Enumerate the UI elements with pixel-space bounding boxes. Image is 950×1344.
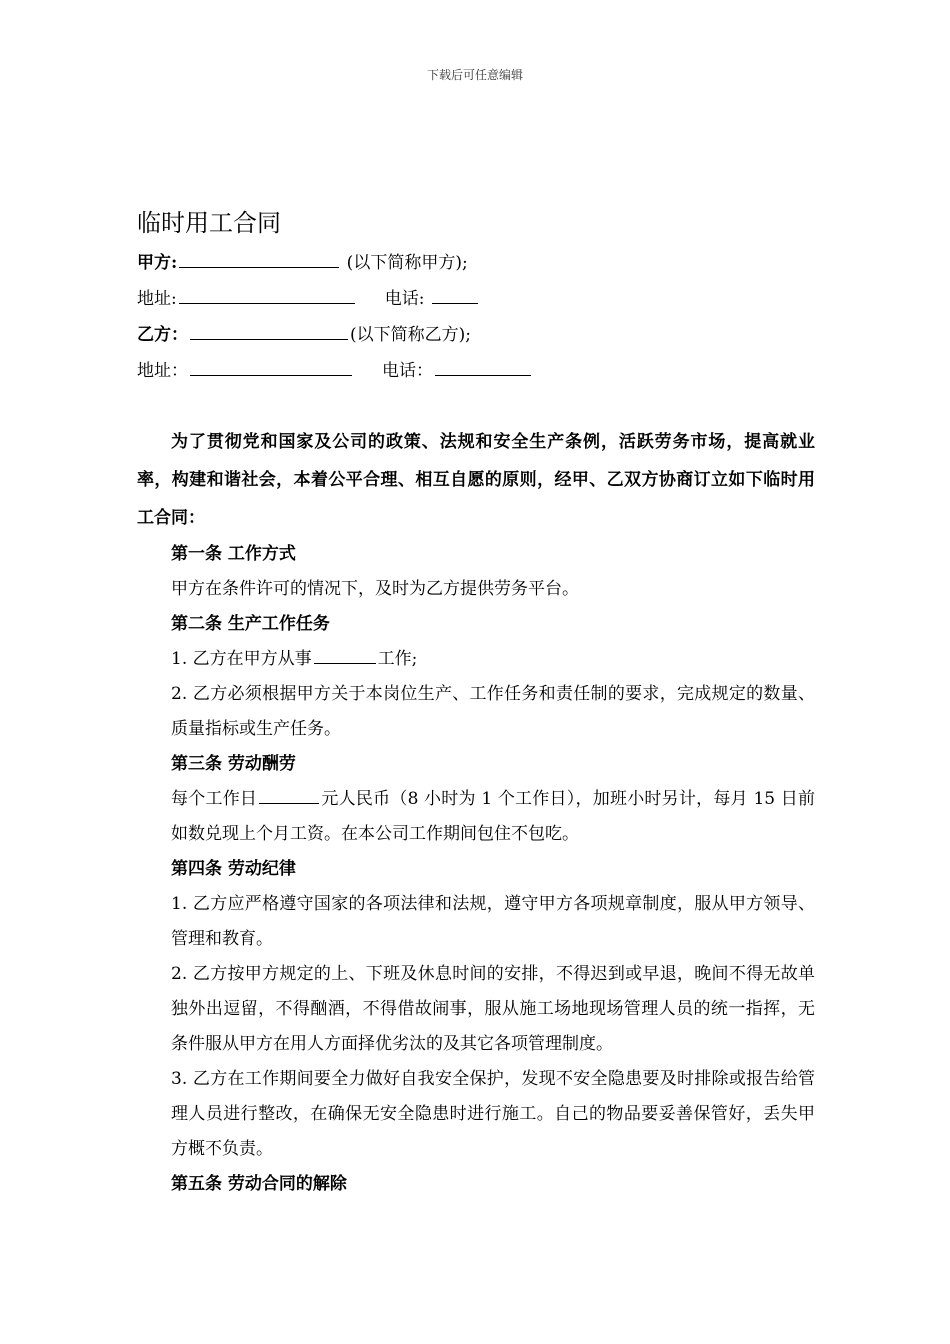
intro-paragraph: 为了贯彻党和国家及公司的政策、法规和安全生产条例，活跃劳务市场，提高就业率，构建和谐社会，本着公平合理、相互自愿的原则，经甲、乙双方协商订立如下临时用工合同：	[137, 432, 815, 528]
party-b-phone-label: 电话：	[382, 361, 433, 381]
article-2-item-1-suffix: 工作;	[377, 649, 418, 669]
party-b-label: 乙方：	[137, 325, 188, 345]
header-note: 下载后可任意编辑	[426, 68, 523, 82]
job-blank[interactable]	[314, 646, 376, 664]
article-4-item-3: 3. 乙方在工作期间要全力做好自我安全保护，发现不安全隐患要及时排除或报告给管理人员进行整改，在确保无安全隐患时进行施工。自己的物品要妥善保管好，丢失甲方概不负责。	[171, 1069, 815, 1159]
party-a-phone-blank[interactable]	[432, 286, 478, 304]
party-b-address-label: 地址：	[137, 361, 188, 381]
article-3-prefix: 每个工作日	[171, 789, 258, 809]
party-a-blank[interactable]	[179, 250, 339, 268]
party-a-label: 甲方:	[137, 253, 178, 273]
article-2-item-1-prefix: 1. 乙方在甲方从事	[171, 649, 312, 669]
party-a-address-line	[137, 281, 815, 317]
article-1	[137, 537, 815, 607]
party-a-address-blank[interactable]	[179, 286, 355, 304]
article-4	[137, 852, 815, 1167]
document-title: 临时用工合同	[137, 209, 281, 237]
daily-wage-blank[interactable]	[259, 786, 319, 804]
article-4-item-1: 1. 乙方应严格遵守国家的各项法律和法规，遵守甲方各项规章制度，服从甲方领导、管理和教育。	[171, 894, 815, 949]
article-3-text	[171, 782, 815, 852]
article-1-text: 甲方在条件许可的情况下，及时为乙方提供劳务平台。	[171, 579, 579, 599]
article-3	[137, 747, 815, 852]
party-b-address-line	[137, 353, 815, 389]
article-2-item-1	[171, 642, 815, 677]
article-4-item-2: 2. 乙方按甲方规定的上、下班及休息时间的安排，不得迟到或早退，晚间不得无故单独外出逗留，不得酗酒，不得借故闹事，服从施工场地现场管理人员的统一指挥，无条件服从甲方在用人方面择优劣汰的及其它各项管理制度。	[171, 964, 815, 1054]
article-2	[137, 607, 815, 747]
article-3-title: 第三条 劳动酬劳	[171, 754, 296, 774]
article-5	[137, 1167, 815, 1202]
article-5-title: 第五条 劳动合同的解除	[171, 1174, 347, 1194]
party-a-phone-label: 电话:	[384, 289, 430, 309]
party-b-line	[137, 317, 815, 353]
article-2-title: 第二条 生产工作任务	[171, 614, 330, 634]
article-2-item-2: 2. 乙方必须根据甲方关于本岗位生产、工作任务和责任制的要求，完成规定的数量、质量指标或生产任务。	[171, 684, 815, 739]
article-3-suffix: 元人民币（8 小时为 1 个工作日），加班小时另计，每月 15 日前如数兑现上个月工资。在本公司工作期间包住不包吃。	[171, 789, 815, 844]
party-b-suffix: (以下简称乙方);	[350, 325, 471, 345]
article-1-title: 第一条 工作方式	[171, 544, 296, 564]
party-a-address-label: 地址:	[137, 289, 177, 309]
article-4-title: 第四条 劳动纪律	[171, 859, 296, 879]
party-b-blank[interactable]	[190, 322, 348, 340]
contract-document	[137, 205, 815, 1202]
party-b-phone-blank[interactable]	[435, 358, 531, 376]
party-b-address-blank[interactable]	[190, 358, 352, 376]
party-a-suffix: (以下简称甲方);	[341, 253, 468, 273]
party-a-line	[137, 245, 815, 281]
